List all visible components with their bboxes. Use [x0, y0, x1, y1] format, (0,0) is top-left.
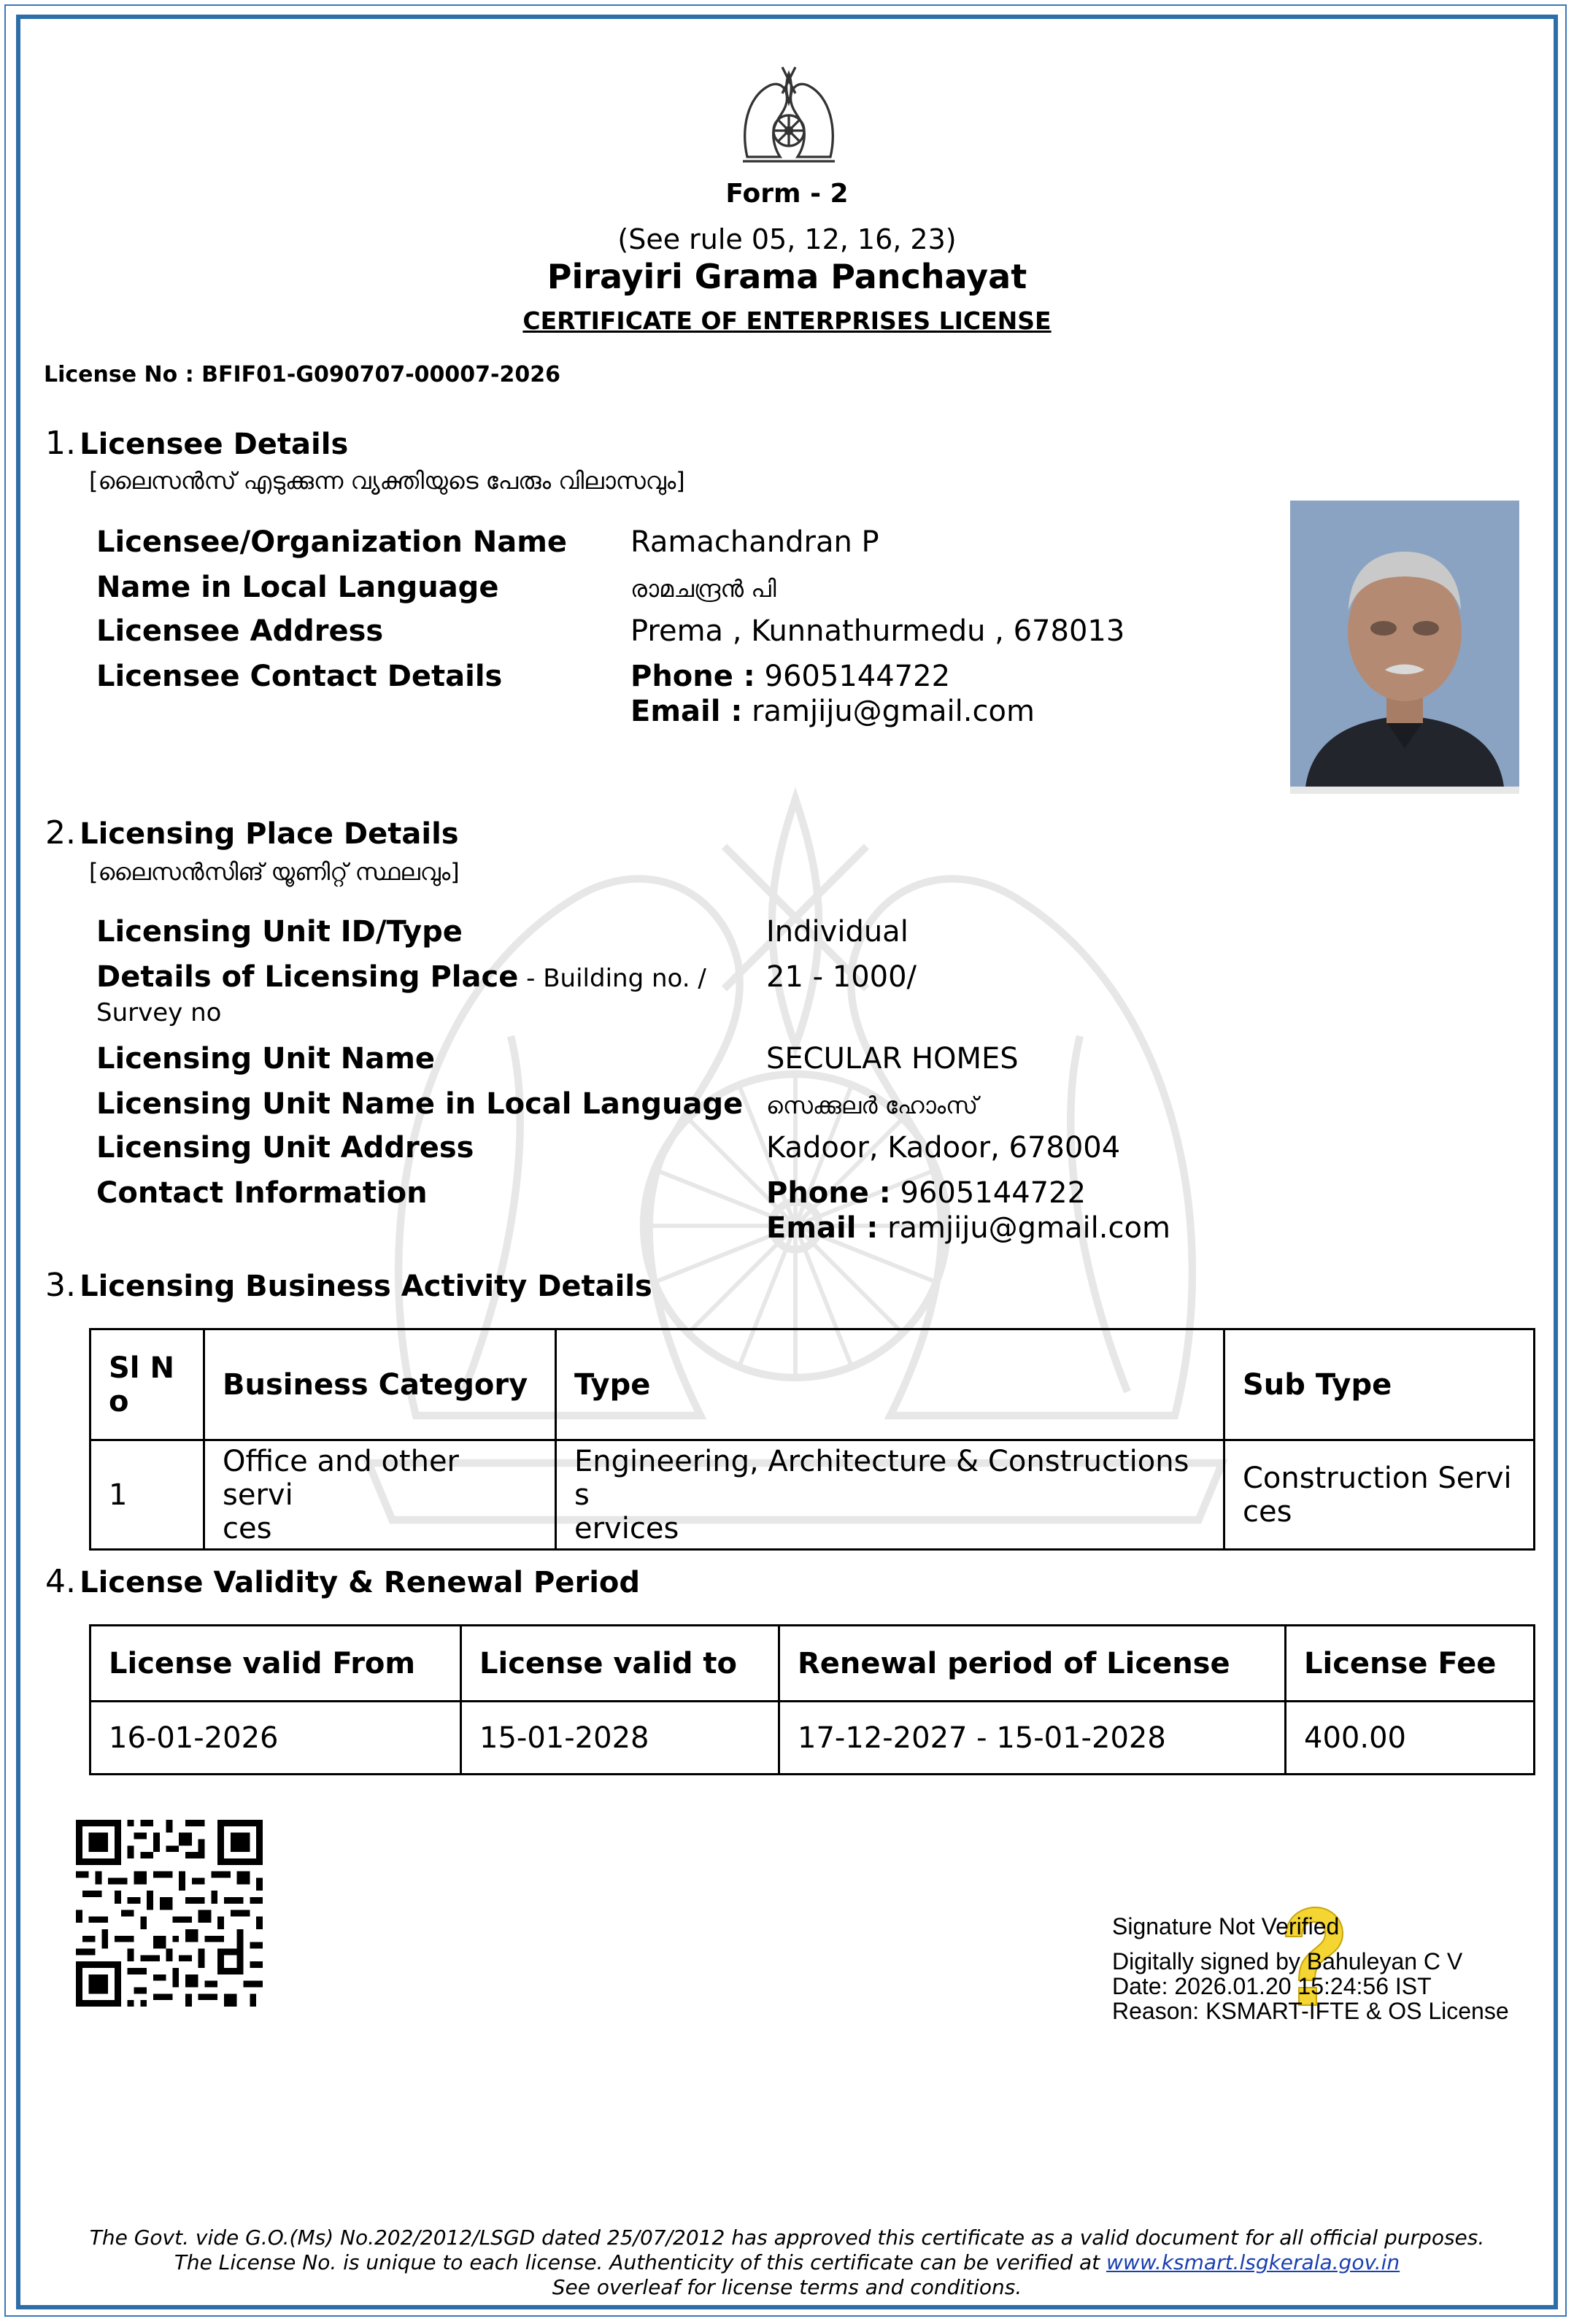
validity-table: [89, 1624, 1535, 1775]
unit-phone-value: 9605144722: [900, 1176, 1087, 1210]
signature-status: Signature Not Verified: [1112, 1913, 1340, 1939]
phone-value: 9605144722: [764, 660, 951, 693]
local-name-value: രാമചന്ദ്രൻ പി: [630, 575, 776, 603]
cell-type-line1: Engineering, Architecture & Constructions s: [574, 1444, 1189, 1512]
cell-slno: 1: [90, 1440, 204, 1550]
panchayat-name: Pirayiri Grama Panchayat: [547, 257, 1027, 296]
cell-renewal: 17-12-2027 - 15-01-2028: [779, 1702, 1286, 1775]
section3-number: 3.: [45, 1267, 76, 1304]
cell-type-line2: ervices: [574, 1511, 679, 1545]
licensee-contact-label: Licensee Contact Details: [96, 660, 503, 693]
section1-number: 1.: [45, 425, 76, 462]
section2-heading: [45, 814, 459, 852]
cell-valid-to: 15-01-2028: [461, 1702, 779, 1775]
place-value: 21 - 1000/: [766, 960, 917, 994]
unit-address-label: Licensing Unit Address: [96, 1131, 474, 1165]
qr-code-icon: [76, 1820, 263, 2007]
table-row: [90, 1440, 1535, 1550]
cell-type: [556, 1440, 1224, 1550]
cell-fee: 400.00: [1286, 1702, 1535, 1775]
header-renewal: Renewal period of License: [779, 1626, 1286, 1702]
footer-line-3: See overleaf for license terms and conditions.: [552, 2275, 1022, 2299]
footer-line-2-text: The License No. is unique to each license. Authenticity of this certificate can be verified at: [174, 2250, 1107, 2274]
license-number: License No : BFIF01-G090707-00007-2026: [44, 362, 560, 387]
cell-category: [204, 1440, 556, 1550]
phone-label: Phone :: [630, 660, 755, 693]
org-name-value: Ramachandran P: [630, 525, 879, 559]
header-valid-from: License valid From: [90, 1626, 461, 1702]
section2-subtitle: [ലൈസൻസിങ് യൂണിറ്റ് സ്ഥലവും]: [89, 858, 460, 886]
licensee-photo: [1290, 501, 1519, 794]
unit-email-value: ramjiju@gmail.com: [887, 1211, 1170, 1245]
section1-title: Licensee Details: [80, 428, 349, 461]
local-name-label: Name in Local Language: [96, 571, 499, 604]
section2-title: Licensing Place Details: [80, 817, 459, 851]
business-activity-table: [89, 1328, 1535, 1551]
person-photo-icon: [1290, 501, 1519, 794]
section2-number: 2.: [45, 814, 76, 852]
validity-row: [90, 1702, 1535, 1775]
header-slno-line2: o: [109, 1384, 129, 1418]
place-label-main: Details of Licensing Place: [96, 960, 519, 994]
email-value: ramjiju@gmail.com: [752, 695, 1035, 728]
unit-email: [766, 1211, 1170, 1245]
cell-category-line1: Office and other servi: [223, 1444, 460, 1512]
cell-subtype: [1224, 1440, 1535, 1550]
unit-local-label: Licensing Unit Name in Local Language: [96, 1087, 744, 1121]
place-label: [96, 960, 738, 994]
table-header-row: [90, 1329, 1535, 1440]
cell-subtype-line1: Construction Servi: [1243, 1461, 1512, 1495]
form-number: Form - 2: [725, 179, 849, 209]
licensee-address-value: Prema , Kunnathurmedu , 678013: [630, 614, 1125, 648]
section4-heading: [45, 1563, 640, 1600]
unit-name-label: Licensing Unit Name: [96, 1042, 436, 1076]
section1-heading: [45, 425, 348, 462]
verification-link[interactable]: www.ksmart.lsgkerala.gov.in: [1106, 2250, 1400, 2274]
cell-category-line2: ces: [223, 1511, 272, 1545]
unit-phone: [766, 1176, 1086, 1210]
unit-id-value: Individual: [766, 915, 908, 949]
signature-reason: Reason: KSMART-IFTE & OS License: [1112, 1998, 1509, 2024]
header-subtype: Sub Type: [1224, 1329, 1535, 1440]
header-category: Business Category: [204, 1329, 556, 1440]
header-slno-line1: Sl N: [109, 1351, 174, 1385]
licensee-phone: [630, 660, 950, 693]
section1-subtitle: [ലൈസൻസ് എടുക്കുന്ന വ്യക്തിയുടെ പേരും വിലാസവും]: [89, 467, 685, 495]
licensee-email: [630, 695, 1035, 728]
section3-heading: [45, 1267, 652, 1304]
unit-name-value: SECULAR HOMES: [766, 1042, 1019, 1076]
section3-title: Licensing Business Activity Details: [80, 1270, 652, 1303]
section4-number: 4.: [45, 1563, 76, 1600]
cell-subtype-line2: ces: [1243, 1494, 1292, 1529]
place-label-suffix: - Building no. /: [518, 964, 706, 993]
licensee-address-label: Licensee Address: [96, 614, 384, 648]
place-label-survey: Survey no: [96, 998, 222, 1027]
section4-title: License Validity & Renewal Period: [80, 1566, 641, 1599]
unit-phone-label: Phone :: [766, 1176, 891, 1210]
header-slno: [90, 1329, 204, 1440]
validity-header-row: [90, 1626, 1535, 1702]
signature-date: Date: 2026.01.20 15:24:56 IST: [1112, 1973, 1432, 1999]
certificate-title: CERTIFICATE OF ENTERPRISES LICENSE: [522, 306, 1052, 335]
rule-reference: (See rule 05, 12, 16, 23): [617, 223, 957, 255]
unit-address-value: Kadoor, Kadoor, 678004: [766, 1131, 1121, 1165]
unit-local-value: സെക്കുലർ ഹോംസ്: [766, 1092, 979, 1119]
unit-id-label: Licensing Unit ID/Type: [96, 915, 463, 949]
footer-line-2: [0, 2250, 1574, 2274]
header-fee: License Fee: [1286, 1626, 1535, 1702]
org-name-label: Licensee/Organization Name: [96, 525, 567, 559]
email-label: Email :: [630, 695, 743, 728]
header-type: Type: [556, 1329, 1224, 1440]
kerala-emblem-icon: [734, 58, 844, 168]
contact-info-label: Contact Information: [96, 1176, 428, 1210]
footer-line-1: The Govt. vide G.O.(Ms) No.202/2012/LSGD dated 25/07/2012 has approved this certificate as a valid document for all official purposes.: [89, 2225, 1485, 2250]
unit-email-label: Email :: [766, 1211, 879, 1245]
signature-signed-by: Digitally signed by Bahuleyan C V: [1112, 1948, 1463, 1974]
cell-valid-from: 16-01-2026: [90, 1702, 461, 1775]
header-valid-to: License valid to: [461, 1626, 779, 1702]
